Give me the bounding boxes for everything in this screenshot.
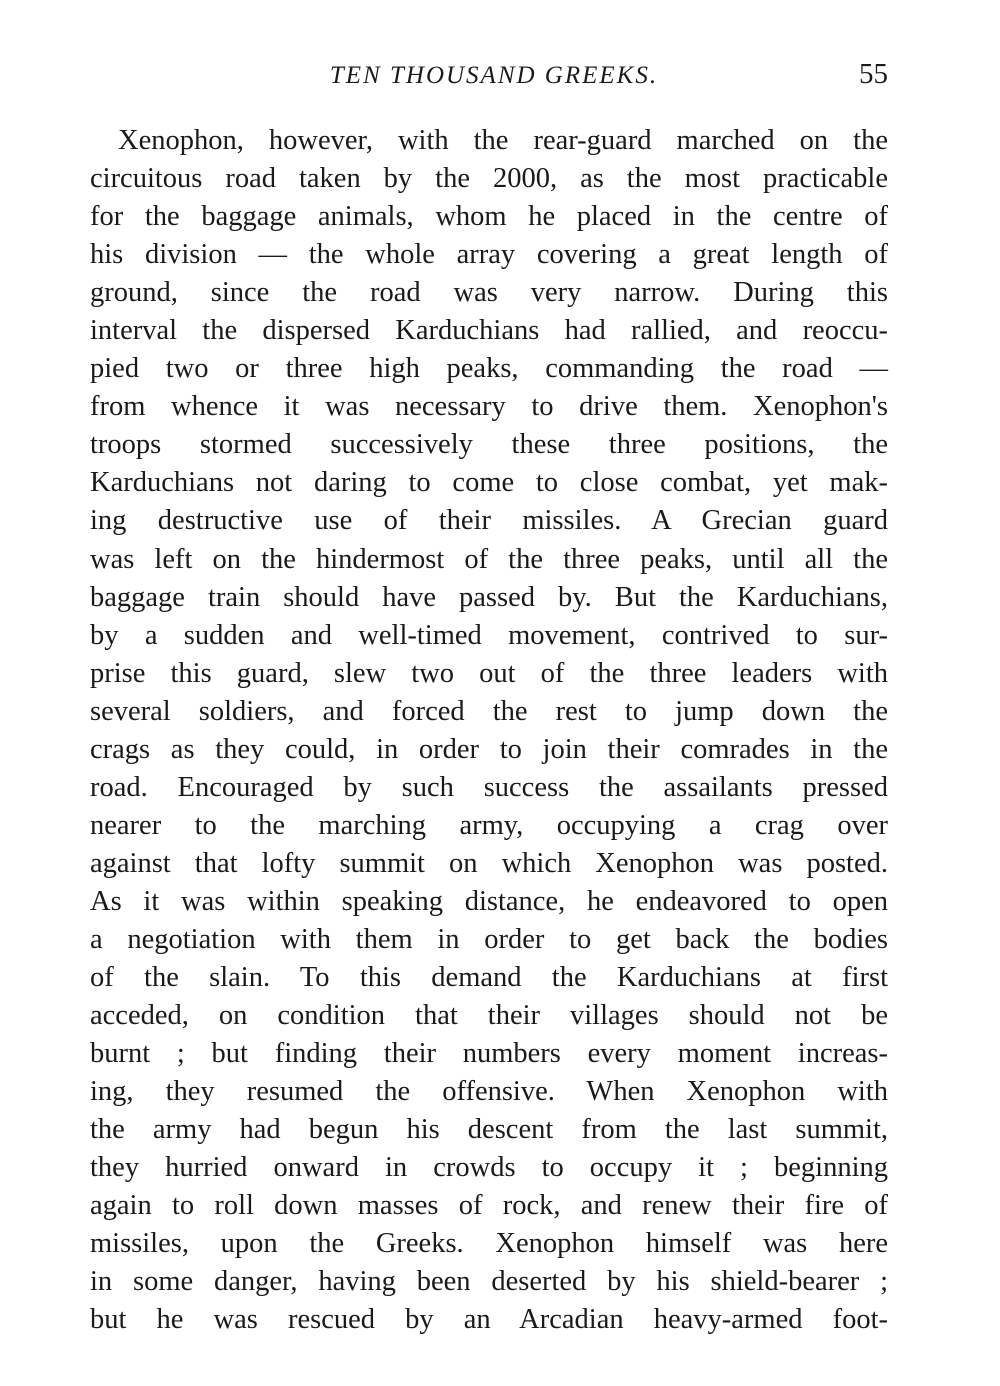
running-title: TEN THOUSAND GREEKS. xyxy=(329,62,659,89)
text-line: they hurried onward in crowds to occupy it ; beginning xyxy=(90,1152,888,1184)
text-line: against that lofty summit on which Xenophon was posted. xyxy=(90,847,888,879)
text-line: again to roll down masses of rock, and renew their fire of xyxy=(90,1190,888,1222)
text-line: in some danger, having been deserted by his shield-bearer ; xyxy=(90,1266,888,1298)
text-line: a negotiation with them in order to get back the bodies xyxy=(90,923,888,955)
text-line: Karduchians not daring to come to close combat, yet mak- xyxy=(90,467,888,499)
text-line: for the baggage animals, whom he placed in the centre of xyxy=(90,201,888,233)
text-line: As it was within speaking distance, he endeavored to open xyxy=(90,885,888,917)
text-line: the army had begun his descent from the last summit, xyxy=(90,1114,888,1146)
text-line: several soldiers, and forced the rest to jump down the xyxy=(90,695,888,727)
text-line: by a sudden and well-timed movement, contrived to sur- xyxy=(90,619,888,651)
text-line: road. Encouraged by such success the assailants pressed xyxy=(90,771,888,803)
body-text xyxy=(90,122,888,1340)
text-line: baggage train should have passed by. But the Karduchians, xyxy=(90,581,888,613)
text-line: pied two or three high peaks, commanding the road — xyxy=(90,353,888,385)
text-line: interval the dispersed Karduchians had rallied, and reoccu- xyxy=(90,315,888,347)
text-line: ing destructive use of their missiles. A Grecian guard xyxy=(90,505,888,537)
text-line: was left on the hindermost of the three peaks, until all the xyxy=(90,543,888,575)
page-number: 55 xyxy=(859,58,888,90)
text-line: from whence it was necessary to drive them. Xenophon's xyxy=(90,391,888,423)
text-line: circuitous road taken by the 2000, as the most practicable xyxy=(90,163,888,195)
text-line: Xenophon, however, with the rear-guard marched on the xyxy=(118,125,888,156)
text-line: troops stormed successively these three positions, the xyxy=(90,429,888,461)
text-line: his division — the whole array covering a great length of xyxy=(90,239,888,271)
text-line: nearer to the marching army, occupying a crag over xyxy=(90,809,888,841)
text-line: prise this guard, slew two out of the three leaders with xyxy=(90,657,888,689)
text-line: missiles, upon the Greeks. Xenophon himself was here xyxy=(90,1228,888,1260)
text-line: ing, they resumed the offensive. When Xenophon with xyxy=(90,1076,888,1108)
text-line: burnt ; but finding their numbers every moment increas- xyxy=(90,1038,888,1070)
page-header xyxy=(90,58,888,98)
text-line: crags as they could, in order to join their comrades in the xyxy=(90,733,888,765)
text-line: of the slain. To this demand the Karduchians at first xyxy=(90,962,888,994)
text-line: ground, since the road was very narrow. During this xyxy=(90,277,888,309)
text-line: acceded, on condition that their villages should not be xyxy=(90,1000,888,1032)
text-line: but he was rescued by an Arcadian heavy-armed foot- xyxy=(90,1304,888,1336)
